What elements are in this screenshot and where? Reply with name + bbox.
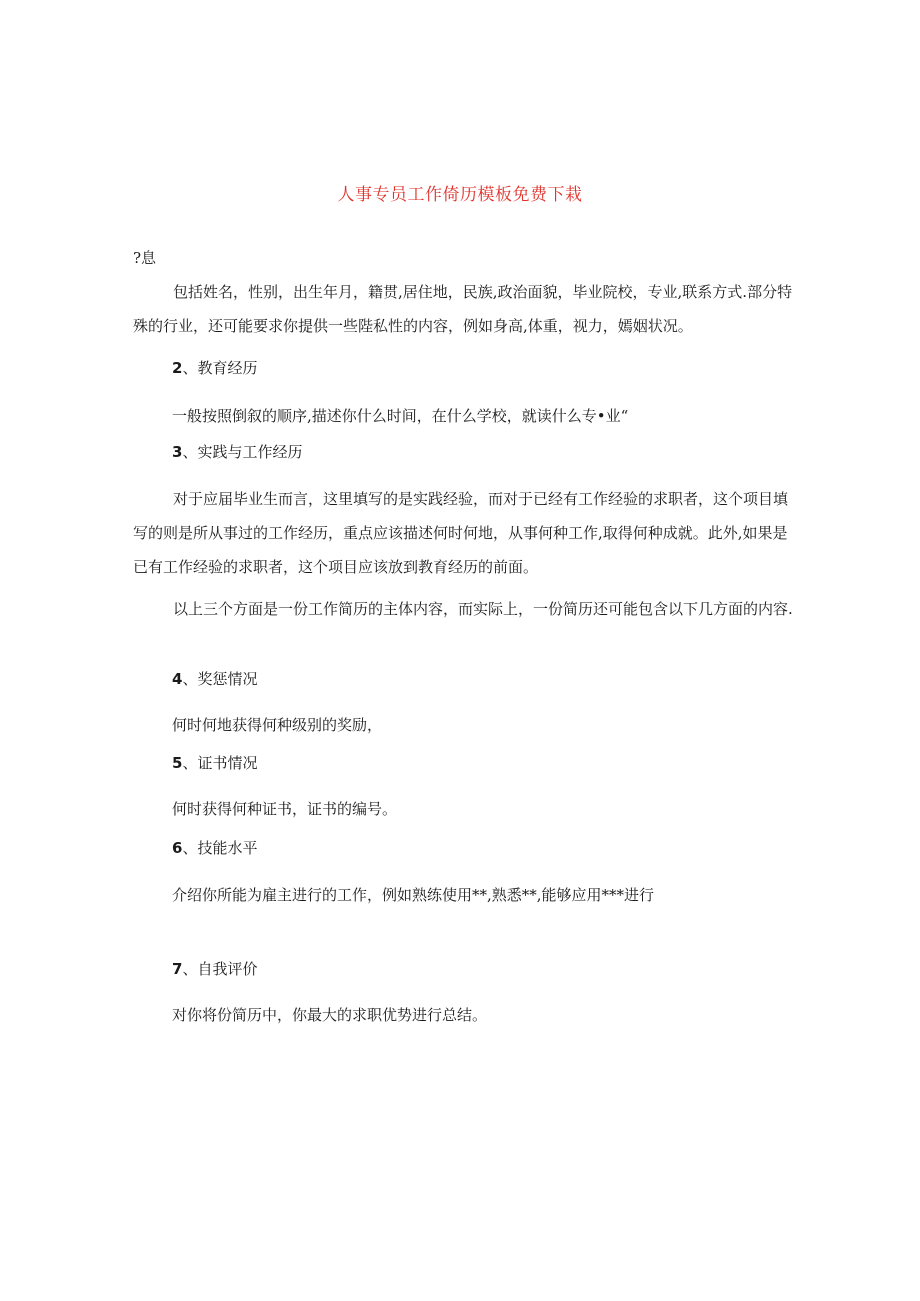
- heading-number: 2: [172, 359, 183, 377]
- document-title: 人事专员工作倚历模板免费下栽: [337, 185, 583, 205]
- heading-number: 7: [172, 960, 183, 978]
- info-paragraph: 包括姓名，性别，出生年月，籍贯,居住地，民族,政治面貌，毕业院校，专业,联系方式.部分特殊的行业，还可能要求你提供一些陛私性的内容，例如身高,体重，视力，嫣姻状况。: [133, 283, 793, 335]
- heading-rewards: [172, 667, 257, 691]
- certificates-paragraph: 何时获得何种证书，证书的编号。: [172, 800, 398, 818]
- heading-text: 、教育经历: [182, 359, 258, 377]
- heading-text: 、奖惩情况: [182, 670, 258, 688]
- rewards-paragraph: 何时何地获得何种级别的奖励，: [172, 716, 383, 734]
- education-paragraph: 一般按照倒叙的顺序,描述你什么时间，在什么学校，就读什么专•业“: [172, 407, 629, 425]
- heading-number: 5: [172, 754, 183, 772]
- heading-number: 6: [172, 839, 183, 857]
- practice-work-paragraph: 对于应届毕业生而言，这里填写的是实践经验，而对于已经有工作经验的求职者，这个项目填写的则是所从事过的工作经历，重点应该描述何时何地，从事何种工作,取得何种成就。此外,如果是已有工作经验的求职者，这个项目应该放到教育经历的前面。: [133, 490, 789, 576]
- heading-education: [172, 356, 257, 380]
- heading-skills: [172, 836, 257, 860]
- heading-text: 、证书情况: [182, 754, 258, 772]
- self-evaluation-paragraph: 对你将份简历中，你最大的求职优势进行总结。: [172, 1006, 488, 1024]
- heading-text: 、技能水平: [182, 839, 258, 857]
- heading-number: 3: [172, 443, 183, 461]
- heading-text: 、实践与工作经历: [182, 443, 303, 461]
- heading-certificates: [172, 751, 257, 775]
- heading-number: 4: [172, 670, 183, 688]
- heading-self-evaluation: [172, 957, 257, 981]
- heading-practice-work: [172, 440, 302, 464]
- heading-text: 、自我评价: [182, 960, 258, 978]
- section-label-info: ?息: [133, 249, 157, 267]
- summary-paragraph: 以上三个方面是一份工作简历的主体内容，而实际上，一份简历还可能包含以下几方面的内容.: [173, 600, 793, 618]
- skills-paragraph: 介绍你所能为雇主进行的工作，例如熟练使用**,熟悉**,能够应用***进行: [172, 886, 655, 904]
